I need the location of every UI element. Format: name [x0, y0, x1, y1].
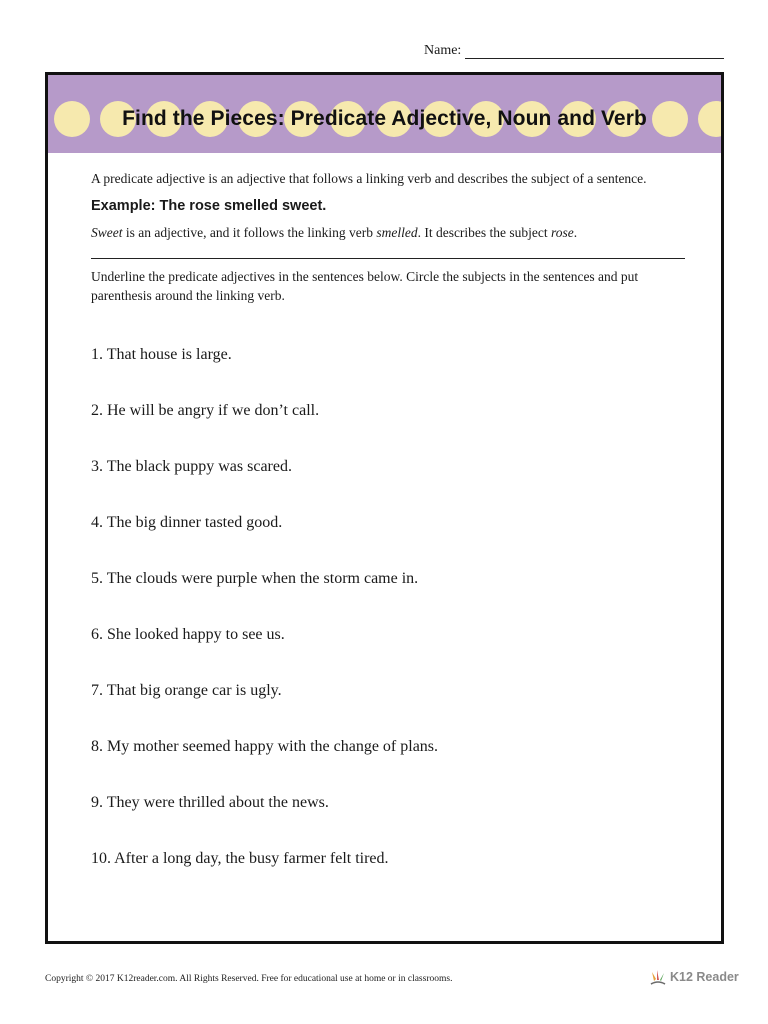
title-banner	[48, 75, 721, 153]
k12reader-logo	[648, 968, 739, 986]
sentence-item: 3. The black puppy was scared.	[91, 458, 292, 475]
logo-text: K12 Reader	[670, 970, 739, 984]
example-text: Example: The rose smelled sweet.	[91, 198, 327, 214]
explanation-word-smelled: smelled	[376, 225, 418, 240]
explanation-text	[91, 224, 685, 242]
sentence-item: 5. The clouds were purple when the storm came in.	[91, 570, 419, 587]
sentence-item: 4. The big dinner tasted good.	[91, 514, 283, 531]
sentence-item: 7. That big orange car is ugly.	[91, 682, 282, 699]
name-label: Name:	[424, 43, 462, 58]
sentence-item: 9. They were thrilled about the news.	[91, 794, 329, 811]
definition-text: A predicate adjective is an adjective that follows a linking verb and describes the subject of a sentence.	[91, 171, 647, 186]
explanation-word-rose: rose	[551, 225, 574, 240]
explanation-part: .	[573, 225, 578, 240]
sentence-item: 2. He will be angry if we don’t call.	[91, 402, 320, 419]
explanation-part: is an adjective, and it follows the linking verb	[122, 225, 377, 240]
intro-section	[91, 170, 685, 305]
copyright-text: Copyright © 2017 K12reader.com. All Rights Reserved. Free for educational use at home or in classrooms.	[45, 974, 453, 984]
sentence-item: 6. She looked happy to see us.	[91, 626, 285, 643]
explanation-word-sweet: Sweet	[91, 225, 123, 240]
explanation-part: . It describes the subject	[417, 225, 552, 240]
sentence-item: 10. After a long day, the busy farmer felt tired.	[91, 850, 389, 867]
name-blank-line[interactable]	[465, 44, 724, 59]
sentence-item: 8. My mother seemed happy with the change of plans.	[91, 738, 439, 755]
sentence-list	[91, 345, 685, 905]
worksheet-title: Find the Pieces: Predicate Adjective, Noun and Verb	[122, 107, 647, 130]
section-divider	[91, 258, 685, 259]
sentence-item: 1. That house is large.	[91, 346, 232, 363]
book-leaves-icon	[648, 968, 668, 986]
instructions-text: Underline the predicate adjectives in the sentences below. Circle the subjects in the sentences and put parenthesis around the linking verb.	[91, 269, 639, 303]
name-field	[424, 43, 724, 59]
worksheet-frame	[45, 72, 724, 944]
